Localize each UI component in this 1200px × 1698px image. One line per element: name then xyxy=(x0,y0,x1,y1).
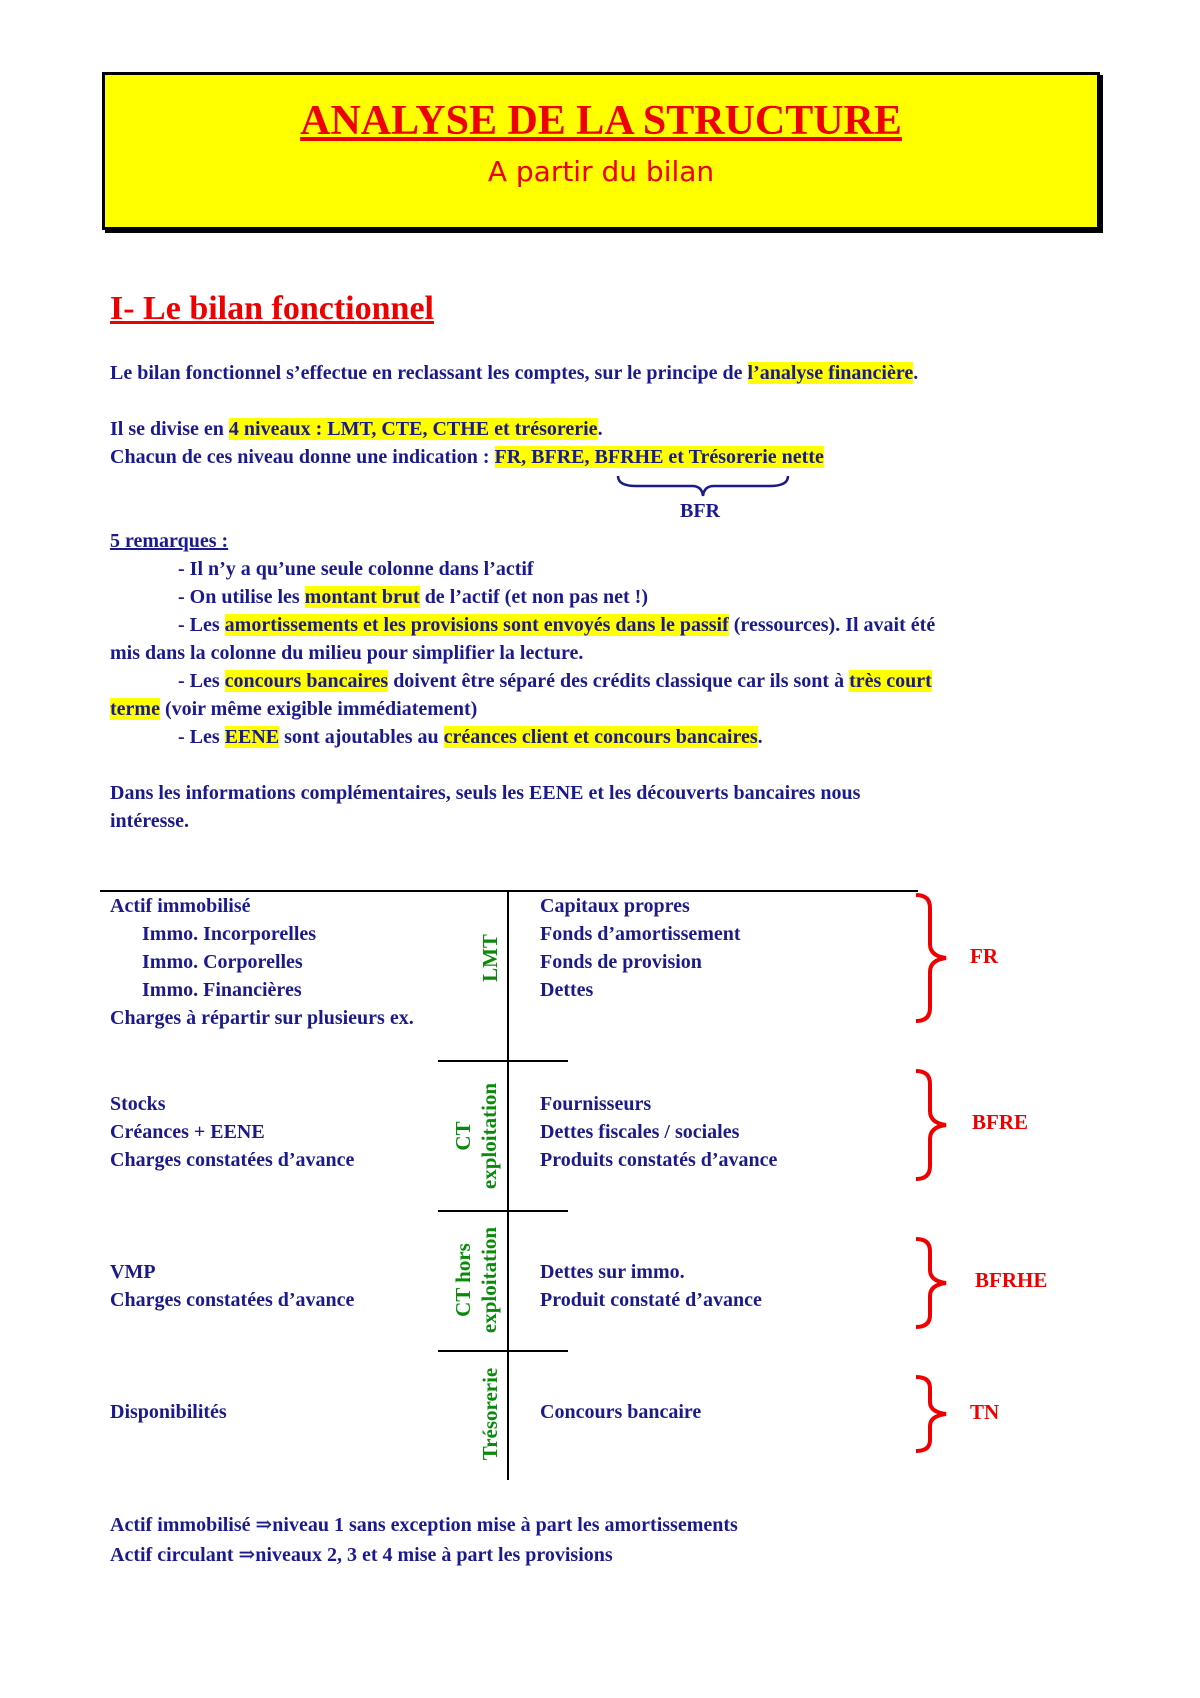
bfre-bracket-icon xyxy=(912,1068,962,1182)
remark-4-highlight-3: terme xyxy=(110,698,160,720)
cte-right-list xyxy=(540,1090,777,1174)
remark-2-highlight: montant brut xyxy=(304,586,420,608)
cte-level-label xyxy=(450,1083,502,1189)
division-highlight: 4 niveaux : LMT, CTE, CTHE et trésorerie xyxy=(228,418,598,440)
tn-indicator: TN xyxy=(970,1400,1000,1424)
info-line-1: Dans les informations complémentaires, seuls les EENE et les découverts bancaires nous xyxy=(110,782,861,804)
bfre-indicator: BFRE xyxy=(972,1110,1029,1134)
bfr-brace-icon xyxy=(616,474,790,500)
tn-bracket-icon xyxy=(912,1374,962,1454)
cte-label-line-1: CT xyxy=(451,1121,475,1151)
table-cell: Fonds de provision xyxy=(540,951,702,973)
table-cell: Charges constatées d’avance xyxy=(110,1149,355,1171)
fr-indicator: FR xyxy=(970,944,998,968)
lmt-level-label: LMT xyxy=(478,934,502,982)
table-cell: Stocks xyxy=(110,1093,166,1115)
table-center-line xyxy=(507,890,509,1480)
lmt-left-list xyxy=(110,892,414,1032)
table-cell: Concours bancaire xyxy=(540,1401,702,1423)
remark-3-highlight: amortissements et les provisions sont envoyés dans le passif xyxy=(224,614,729,636)
table-cell: Immo. Financières xyxy=(142,979,302,1001)
bfrhe-bracket-icon xyxy=(912,1236,962,1330)
document-title: ANALYSE DE LA STRUCTURE xyxy=(300,98,902,144)
table-cell: Produits constatés d’avance xyxy=(540,1149,778,1171)
table-cell: Immo. Corporelles xyxy=(142,951,303,973)
treso-level-label: Trésorerie xyxy=(478,1367,502,1461)
table-cell: Charges à répartir sur plusieurs ex. xyxy=(110,1007,414,1029)
cthe-label-line-2: exploitation xyxy=(477,1226,501,1334)
level-separator-2 xyxy=(438,1210,568,1212)
table-cell: Produit constaté d’avance xyxy=(540,1289,762,1311)
indication-highlight: FR, BFRE, BFRHE et Trésorerie nette xyxy=(494,446,824,468)
remark-2-text: - On utilise les xyxy=(178,586,305,608)
table-cell: Dettes xyxy=(540,979,594,1001)
footer-2-text: niveaux 2, 3 et 4 mise à part les provisions xyxy=(255,1544,613,1566)
cthe-left-list xyxy=(110,1258,354,1314)
section-heading: I- Le bilan fonctionnel xyxy=(110,290,434,327)
cte-left-list xyxy=(110,1090,354,1174)
title-box xyxy=(102,72,1100,230)
cthe-level-label xyxy=(450,1227,502,1333)
footer-line-2 xyxy=(110,1542,613,1567)
treso-left-list xyxy=(110,1398,227,1426)
table-cell: Capitaux propres xyxy=(540,895,690,917)
level-separator-1 xyxy=(438,1060,568,1062)
division-end: . xyxy=(597,418,603,440)
table-cell: VMP xyxy=(110,1261,156,1283)
table-cell: Fonds d’amortissement xyxy=(540,923,741,945)
intro-text: Le bilan fonctionnel s’effectue en reclassant les comptes, sur le principe de xyxy=(110,362,748,384)
intro-paragraph xyxy=(110,362,918,385)
table-cell: Charges constatées d’avance xyxy=(110,1289,355,1311)
bfr-label: BFR xyxy=(680,500,720,522)
cthe-right-list xyxy=(540,1258,762,1314)
remark-4 xyxy=(178,670,932,693)
footer-line-1 xyxy=(110,1512,738,1537)
remark-5-highlight: EENE xyxy=(224,726,280,748)
remark-5-end: . xyxy=(757,726,763,748)
footer-1-text: niveau 1 sans exception mise à part les amortissements xyxy=(272,1514,738,1536)
remark-3 xyxy=(178,614,935,637)
bfrhe-indicator: BFRHE xyxy=(975,1268,1048,1292)
footer-2-subject: Actif circulant xyxy=(110,1544,239,1566)
remark-4-text: - Les xyxy=(178,670,225,692)
table-cell: Dettes fiscales / sociales xyxy=(540,1121,740,1143)
remark-1: - Il n’y a qu’une seule colonne dans l’actif xyxy=(178,558,534,580)
remark-5-text: - Les xyxy=(178,726,225,748)
table-cell: Actif immobilisé xyxy=(110,895,251,917)
implies-arrow-icon: ⇒ xyxy=(238,1544,256,1566)
remark-5-highlight-2: créances client et concours bancaires xyxy=(443,726,758,748)
table-cell: Fournisseurs xyxy=(540,1093,652,1115)
indication-text: Chacun de ces niveau donne une indication : xyxy=(110,446,495,468)
intro-end: . xyxy=(913,362,919,384)
table-cell: Dettes sur immo. xyxy=(540,1261,685,1283)
info-line-2: intéresse. xyxy=(110,810,190,832)
implies-arrow-icon: ⇒ xyxy=(255,1514,273,1536)
document-subtitle: A partir du bilan xyxy=(487,155,715,188)
indication-line xyxy=(110,446,824,469)
footer-1-subject: Actif immobilisé xyxy=(110,1514,256,1536)
remark-3-end: (ressources). Il avait été xyxy=(728,614,936,636)
remark-4-cont xyxy=(110,698,477,721)
table-cell: Créances + EENE xyxy=(110,1121,265,1143)
remark-4-highlight: concours bancaires xyxy=(224,670,389,692)
remark-5 xyxy=(178,726,763,749)
remark-3-cont: mis dans la colonne du milieu pour simplifier la lecture. xyxy=(110,642,584,664)
remarks-title: 5 remarques : xyxy=(110,530,229,552)
division-text: Il se divise en xyxy=(110,418,229,440)
remark-3-text: - Les xyxy=(178,614,225,636)
cte-label-line-2: exploitation xyxy=(477,1082,501,1190)
treso-right-list xyxy=(540,1398,701,1426)
remark-4-mid: doivent être séparé des crédits classique car ils sont à xyxy=(388,670,850,692)
table-cell: Disponibilités xyxy=(110,1401,227,1423)
lmt-right-list xyxy=(540,892,741,1004)
remark-2 xyxy=(178,586,648,609)
intro-highlight: l’analyse financière xyxy=(747,362,914,384)
table-cell: Immo. Incorporelles xyxy=(142,923,317,945)
cthe-label-line-1: CT hors xyxy=(451,1243,475,1317)
remark-5-mid: sont ajoutables au xyxy=(279,726,444,748)
remark-2-end: de l’actif (et non pas net !) xyxy=(419,586,648,608)
remark-4-highlight-2: très court xyxy=(849,670,932,692)
fr-bracket-icon xyxy=(912,892,962,1024)
remark-4-end: (voir même exigible immédiatement) xyxy=(159,698,478,720)
level-separator-3 xyxy=(438,1350,568,1352)
division-line xyxy=(110,418,603,441)
